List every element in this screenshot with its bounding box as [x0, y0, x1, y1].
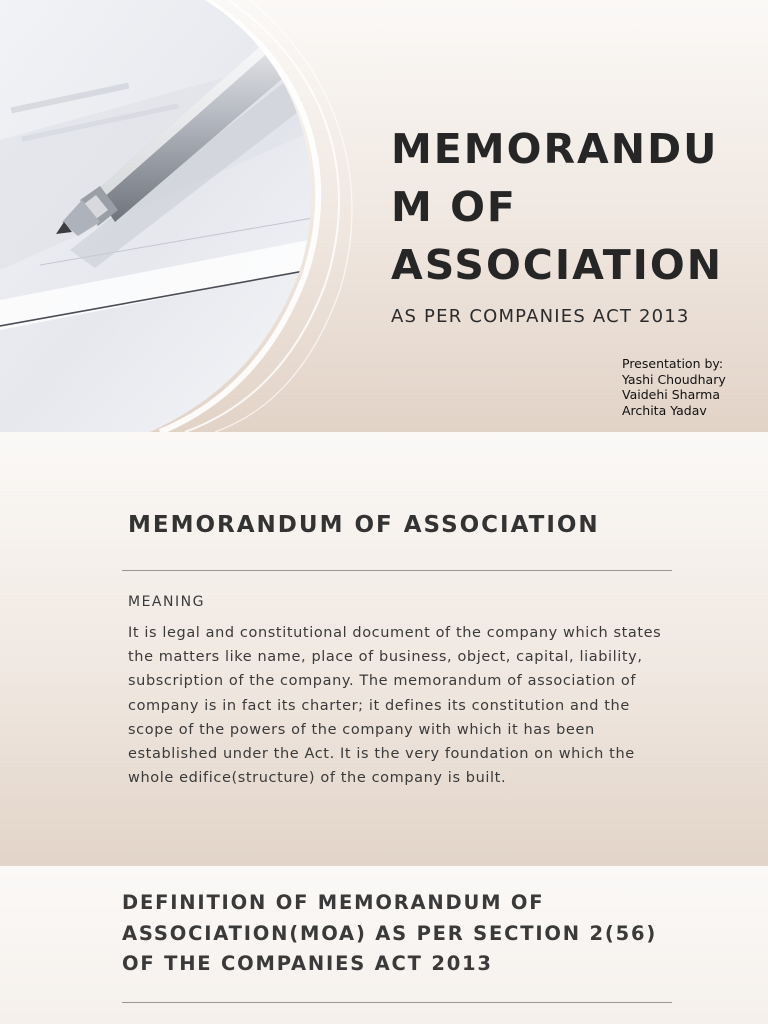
slide-heading — [122, 888, 682, 980]
presenters-block — [622, 356, 762, 418]
presentation-title — [391, 120, 724, 294]
presenter-name: Yashi Choudhary — [622, 371, 726, 387]
heading-line: OF THE COMPANIES ACT 2013 — [122, 952, 493, 975]
title-slide — [0, 0, 768, 432]
meaning-paragraph: It is legal and constitutional document of the company which states the matters like name, place of business, object, capital, liability, subscription of the company. The memorandum of association of company is in fact its charter; it defines its constitution and the scope of the powers of the company with which it has been established under the Act. It is the very foundation on which the whole edifice(structure) of the company is built. — [128, 625, 662, 787]
presenters-label: Presentation by: — [622, 356, 724, 371]
meaning-slide — [0, 432, 768, 866]
presenter-name: Vaidehi Sharma — [622, 387, 720, 402]
title-line: ASSOCIATION — [391, 241, 724, 289]
slide-heading: MEMORANDUM OF ASSOCIATION — [128, 512, 600, 538]
divider-line — [122, 1002, 672, 1003]
heading-line: DEFINITION OF MEMORANDUM OF — [122, 891, 545, 914]
heading-line: ASSOCIATION(MOA) AS PER SECTION 2(56) — [122, 921, 658, 945]
presentation-subtitle: AS PER COMPANIES ACT 2013 — [391, 306, 690, 327]
title-line: MEMORANDU — [391, 125, 719, 173]
slide-subheading: MEANING — [128, 594, 205, 610]
title-line: M OF — [391, 183, 517, 231]
presenter-name: Archita Yadav — [622, 402, 707, 418]
definition-slide — [0, 866, 768, 1024]
pen-on-paper-photo — [0, 0, 360, 432]
divider-line — [122, 570, 672, 571]
